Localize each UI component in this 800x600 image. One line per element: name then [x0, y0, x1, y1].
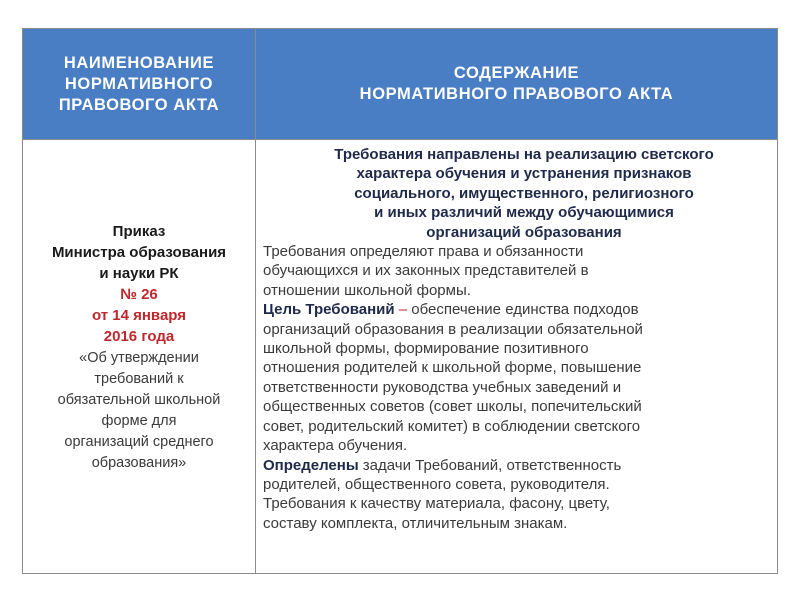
act-content-cell — [259, 145, 775, 573]
content-heading: Требования направлены на реализацию светского характера обучения и устранения признаков социального, имущественного, религиозного и иных различий между обучающимися организаций образования — [334, 146, 714, 241]
legal-act-table — [22, 28, 778, 574]
act-number-date: № 26 от 14 января 2016 года — [91, 286, 187, 345]
goal-lead: Цель Требований — [263, 301, 395, 319]
defined-text: задачи Требований, ответственность родителей, общественного совета, руководителя. Требования к качеству материала, фасону, цвету, составу комплекта, отличительным знакам. — [263, 456, 622, 532]
act-name-cell — [23, 140, 255, 573]
header-act-content: СОДЕРЖАНИЕ НОРМАТИВНОГО ПРАВОВОГО АКТА — [359, 64, 674, 103]
goal-text: обеспечение единства подходов организаций образования в реализации обязательной школьной формы, формирование позитивного отношения родителей к школьной форме, повышение ответственности руководства учебных заведений и общественных советов (совет школы, попечительский совет, родительский комитет) в соблюдении светского характера обучения. — [263, 301, 643, 455]
header-act-name: НАИМЕНОВАНИЕ НОРМАТИВНОГО ПРАВОВОГО АКТА — [58, 53, 220, 114]
table-header — [23, 29, 777, 140]
content-paragraph-defined — [263, 456, 771, 534]
defined-lead: Определены — [263, 456, 359, 474]
column-divider — [255, 29, 256, 573]
act-issuer: Приказ Министра образования и науки РК — [51, 223, 227, 282]
act-title: «Об утверждении требований к обязательной школьной форме для организаций среднего образования» — [57, 350, 221, 471]
goal-dash: – — [394, 301, 408, 319]
content-paragraph-goal — [263, 300, 771, 455]
content-paragraph-rights: Требования определяют права и обязанности обучающихся и их законных представителей в отношении школьной формы. — [263, 243, 589, 299]
